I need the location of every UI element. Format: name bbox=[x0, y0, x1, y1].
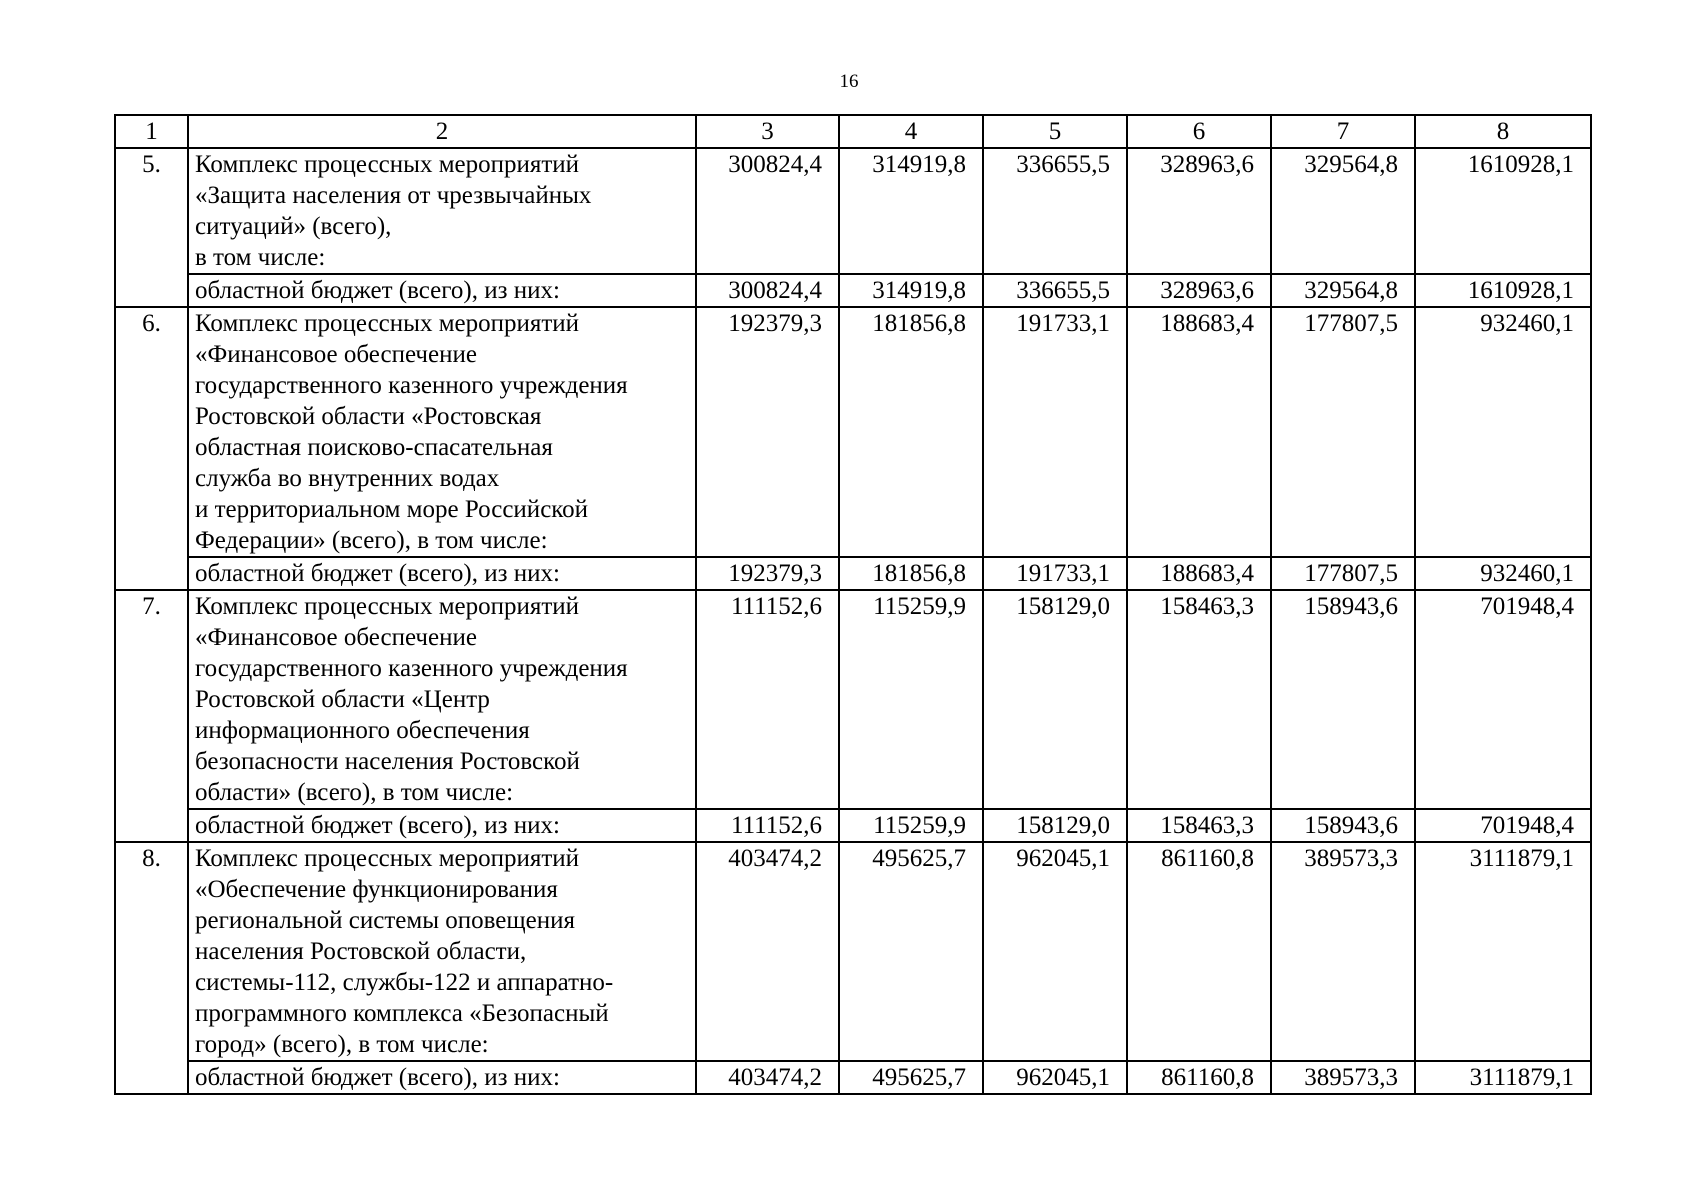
row-number: 7. bbox=[115, 590, 188, 842]
table-subrow bbox=[115, 1061, 1591, 1094]
subrow-value-cell: 403474,2 bbox=[696, 1061, 839, 1094]
subrow-value-cell: 300824,4 bbox=[696, 274, 839, 307]
subrow-value-cell: 181856,8 bbox=[839, 557, 983, 590]
subrow-value-cell: 177807,5 bbox=[1271, 557, 1415, 590]
subrow-value-cell: 314919,8 bbox=[839, 274, 983, 307]
header-cell: 4 bbox=[839, 115, 983, 148]
value-cell: 191733,1 bbox=[983, 307, 1127, 557]
table-row bbox=[115, 148, 1591, 274]
value-cell: 932460,1 bbox=[1415, 307, 1591, 557]
subrow-label: областной бюджет (всего), из них: bbox=[188, 809, 696, 842]
item-name-line: области» (всего), в том числе: bbox=[195, 779, 514, 806]
page-number: 16 bbox=[839, 71, 859, 92]
header-cell: 7 bbox=[1271, 115, 1415, 148]
table-body bbox=[115, 115, 1591, 1094]
subrow-label: областной бюджет (всего), из них: bbox=[188, 274, 696, 307]
item-name-cell bbox=[188, 842, 696, 1061]
value-cell: 158943,6 bbox=[1271, 590, 1415, 809]
row-number: 8. bbox=[115, 842, 188, 1094]
value-cell: 181856,8 bbox=[839, 307, 983, 557]
subrow-value-cell: 111152,6 bbox=[696, 809, 839, 842]
value-cell: 158463,3 bbox=[1127, 590, 1271, 809]
value-cell: 158129,0 bbox=[983, 590, 1127, 809]
subrow-value-cell: 861160,8 bbox=[1127, 1061, 1271, 1094]
item-name-cell bbox=[188, 307, 696, 557]
header-cell: 6 bbox=[1127, 115, 1271, 148]
value-cell: 701948,4 bbox=[1415, 590, 1591, 809]
item-name-line: программного комплекса «Безопасный bbox=[195, 1000, 609, 1027]
item-name-line: областная поисково-спасательная bbox=[195, 434, 553, 461]
subrow-label: областной бюджет (всего), из них: bbox=[188, 557, 696, 590]
row-number: 5. bbox=[115, 148, 188, 307]
item-name-line: населения Ростовской области, bbox=[195, 938, 527, 965]
value-cell: 962045,1 bbox=[983, 842, 1127, 1061]
header-cell: 5 bbox=[983, 115, 1127, 148]
item-name-line: город» (всего), в том числе: bbox=[195, 1031, 489, 1058]
value-cell: 314919,8 bbox=[839, 148, 983, 274]
item-name-cell bbox=[188, 148, 696, 274]
subrow-value-cell: 389573,3 bbox=[1271, 1061, 1415, 1094]
item-name-line: информационного обеспечения bbox=[195, 717, 530, 744]
subrow-value-cell: 495625,7 bbox=[839, 1061, 983, 1094]
value-cell: 336655,5 bbox=[983, 148, 1127, 274]
item-name-line: системы-112, службы-122 и аппаратно- bbox=[195, 969, 614, 996]
item-name-line: Ростовской области «Центр bbox=[195, 686, 490, 713]
table-row bbox=[115, 842, 1591, 1061]
header-cell: 8 bbox=[1415, 115, 1591, 148]
value-cell: 188683,4 bbox=[1127, 307, 1271, 557]
item-name-line: Комплекс процессных мероприятий bbox=[195, 593, 580, 620]
value-cell: 861160,8 bbox=[1127, 842, 1271, 1061]
table-row bbox=[115, 307, 1591, 557]
subrow-value-cell: 328963,6 bbox=[1127, 274, 1271, 307]
item-name-line: в том числе: bbox=[195, 244, 326, 271]
value-cell: 192379,3 bbox=[696, 307, 839, 557]
item-name-cell bbox=[188, 590, 696, 809]
item-name-line: «Защита населения от чрезвычайных bbox=[195, 182, 592, 209]
subrow-value-cell: 188683,4 bbox=[1127, 557, 1271, 590]
item-name-line: «Обеспечение функционирования bbox=[195, 876, 558, 903]
item-name-line: государственного казенного учреждения bbox=[195, 372, 628, 399]
subrow-value-cell: 158129,0 bbox=[983, 809, 1127, 842]
value-cell: 329564,8 bbox=[1271, 148, 1415, 274]
subrow-value-cell: 115259,9 bbox=[839, 809, 983, 842]
value-cell: 300824,4 bbox=[696, 148, 839, 274]
item-name-line: «Финансовое обеспечение bbox=[195, 624, 477, 651]
header-cell: 2 bbox=[188, 115, 696, 148]
value-cell: 177807,5 bbox=[1271, 307, 1415, 557]
item-name-line: «Финансовое обеспечение bbox=[195, 341, 477, 368]
subrow-value-cell: 1610928,1 bbox=[1415, 274, 1591, 307]
item-name-line: Комплекс процессных мероприятий bbox=[195, 310, 580, 337]
subrow-label: областной бюджет (всего), из них: bbox=[188, 1061, 696, 1094]
subrow-value-cell: 329564,8 bbox=[1271, 274, 1415, 307]
subrow-value-cell: 701948,4 bbox=[1415, 809, 1591, 842]
item-name-line: и территориальном море Российской bbox=[195, 496, 589, 523]
value-cell: 115259,9 bbox=[839, 590, 983, 809]
header-cell: 3 bbox=[696, 115, 839, 148]
row-number: 6. bbox=[115, 307, 188, 590]
value-cell: 403474,2 bbox=[696, 842, 839, 1061]
subrow-value-cell: 191733,1 bbox=[983, 557, 1127, 590]
value-cell: 111152,6 bbox=[696, 590, 839, 809]
header-cell: 1 bbox=[115, 115, 188, 148]
item-name-line: Комплекс процессных мероприятий bbox=[195, 151, 580, 178]
header-row bbox=[115, 115, 1591, 148]
item-name-line: Комплекс процессных мероприятий bbox=[195, 845, 580, 872]
subrow-value-cell: 962045,1 bbox=[983, 1061, 1127, 1094]
value-cell: 328963,6 bbox=[1127, 148, 1271, 274]
item-name-line: региональной системы оповещения bbox=[195, 907, 576, 934]
value-cell: 389573,3 bbox=[1271, 842, 1415, 1061]
item-name-line: безопасности населения Ростовской bbox=[195, 748, 580, 775]
item-name-line: ситуаций» (всего), bbox=[195, 213, 392, 240]
budget-table bbox=[114, 114, 1592, 1095]
subrow-value-cell: 3111879,1 bbox=[1415, 1061, 1591, 1094]
subrow-value-cell: 932460,1 bbox=[1415, 557, 1591, 590]
item-name-line: Федерации» (всего), в том числе: bbox=[195, 527, 548, 554]
table-subrow bbox=[115, 557, 1591, 590]
subrow-value-cell: 192379,3 bbox=[696, 557, 839, 590]
item-name-line: государственного казенного учреждения bbox=[195, 655, 628, 682]
value-cell: 3111879,1 bbox=[1415, 842, 1591, 1061]
value-cell: 1610928,1 bbox=[1415, 148, 1591, 274]
value-cell: 495625,7 bbox=[839, 842, 983, 1061]
item-name-line: Ростовской области «Ростовская bbox=[195, 403, 542, 430]
table-subrow bbox=[115, 274, 1591, 307]
subrow-value-cell: 158943,6 bbox=[1271, 809, 1415, 842]
table-subrow bbox=[115, 809, 1591, 842]
item-name-line: служба во внутренних водах bbox=[195, 465, 500, 492]
table-row bbox=[115, 590, 1591, 809]
subrow-value-cell: 158463,3 bbox=[1127, 809, 1271, 842]
subrow-value-cell: 336655,5 bbox=[983, 274, 1127, 307]
